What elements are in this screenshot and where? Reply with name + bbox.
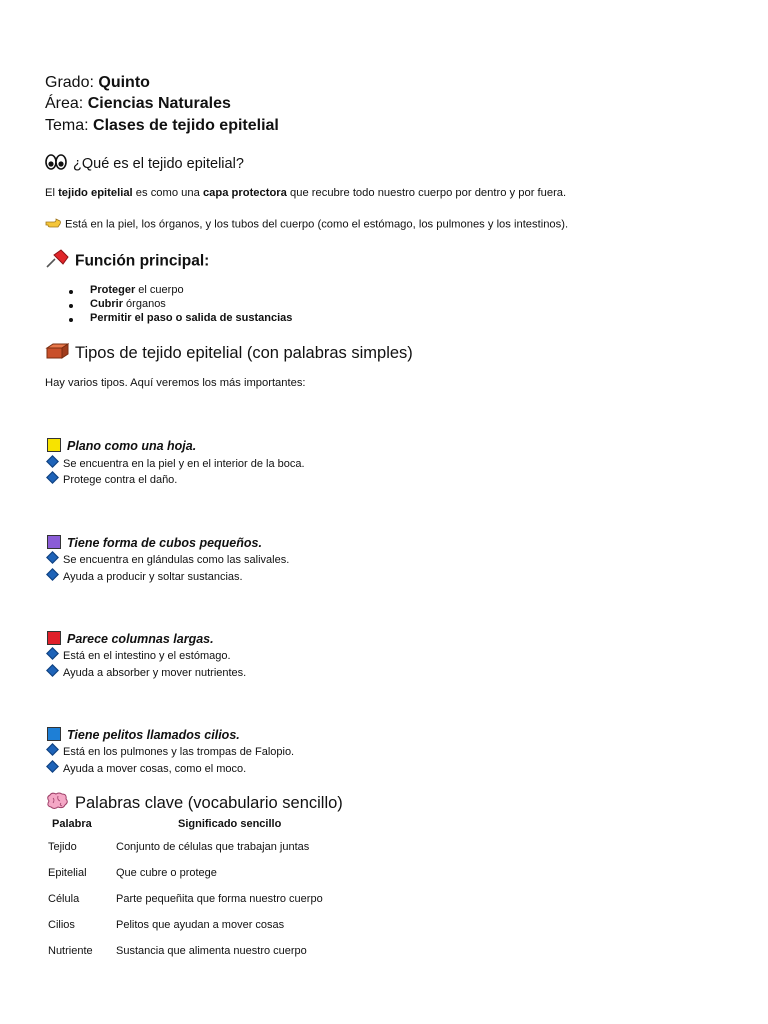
category-point bbox=[45, 745, 294, 758]
cell-palabra: Epitelial bbox=[48, 867, 87, 879]
blue-diamond-icon bbox=[46, 568, 59, 581]
category-point bbox=[45, 473, 177, 486]
category-columnas bbox=[47, 631, 214, 646]
item-bold: Permitir el paso o salida de sustancias bbox=[90, 312, 293, 324]
bullet-dot bbox=[69, 290, 73, 294]
category-title: Tiene forma de cubos pequeños. bbox=[67, 536, 262, 550]
category-point bbox=[45, 457, 305, 470]
pushpin-icon bbox=[45, 249, 69, 274]
red-square-icon bbox=[47, 631, 61, 645]
what-paragraph bbox=[45, 187, 566, 199]
list-item bbox=[90, 284, 184, 296]
category-point bbox=[45, 762, 246, 775]
area-line bbox=[45, 95, 231, 113]
types-intro: Hay varios tipos. Aquí veremos los más importantes: bbox=[45, 377, 306, 389]
list-item bbox=[90, 312, 292, 324]
blue-diamond-icon bbox=[46, 743, 59, 756]
category-plano bbox=[47, 438, 196, 453]
section-vocab-heading bbox=[45, 792, 343, 815]
yellow-square-icon bbox=[47, 438, 61, 452]
vocab-header-row bbox=[44, 814, 327, 834]
table-row bbox=[44, 886, 327, 912]
blue-diamond-icon bbox=[46, 471, 59, 484]
blue-diamond-icon bbox=[46, 760, 59, 773]
grado-line bbox=[45, 74, 150, 92]
point-text: Ayuda a absorber y mover nutrientes. bbox=[63, 667, 247, 679]
pointing-hand-icon bbox=[45, 217, 61, 232]
text-run: El bbox=[45, 187, 59, 199]
vocab-table bbox=[44, 814, 327, 964]
section-types-title: Tipos de tejido epitelial (con palabras simples) bbox=[75, 343, 413, 362]
term-tejido-epitelial: tejido epitelial bbox=[58, 187, 133, 199]
point-text: Protege contra el daño. bbox=[63, 474, 178, 486]
text-run: que recubre todo nuestro cuerpo por dentro y por fuera. bbox=[286, 187, 567, 199]
cell-significado: Sustancia que alimenta nuestro cuerpo bbox=[116, 945, 307, 957]
blue-diamond-icon bbox=[46, 664, 59, 677]
section-what-heading bbox=[45, 154, 244, 174]
table-row bbox=[44, 860, 327, 886]
point-text: Se encuentra en la piel y en el interior de la boca. bbox=[63, 458, 305, 470]
category-point bbox=[45, 570, 243, 583]
where-text: Está en la piel, los órganos, y los tubos del cuerpo (como el estómago, los pulmones y los intestinos). bbox=[65, 218, 569, 231]
point-text: Está en los pulmones y las trompas de Falopio. bbox=[63, 746, 295, 758]
category-title: Plano como una hoja. bbox=[67, 439, 197, 453]
cell-significado: Conjunto de células que trabajan juntas bbox=[116, 841, 310, 853]
point-text: Está en el intestino y el estómago. bbox=[63, 650, 231, 662]
item-bold: Proteger bbox=[90, 284, 136, 296]
category-cubos bbox=[47, 535, 262, 550]
tema-label: Tema: bbox=[45, 117, 89, 134]
cell-significado: Pelitos que ayudan a mover cosas bbox=[116, 919, 285, 931]
cell-palabra: Nutriente bbox=[48, 945, 93, 957]
col-header-significado: Significado sencillo bbox=[178, 818, 282, 830]
point-text: Se encuentra en glándulas como las salivales. bbox=[63, 554, 290, 566]
eyes-icon bbox=[45, 154, 67, 174]
point-text: Ayuda a mover cosas, como el moco. bbox=[63, 763, 247, 775]
bullet-dot bbox=[69, 318, 73, 322]
category-title: Parece columnas largas. bbox=[67, 632, 214, 646]
area-value: Ciencias Naturales bbox=[87, 95, 231, 112]
table-row bbox=[44, 834, 327, 860]
section-types-heading bbox=[45, 342, 413, 365]
brain-icon bbox=[45, 792, 69, 815]
section-what-title: ¿Qué es el tejido epitelial? bbox=[73, 155, 244, 172]
area-label: Área: bbox=[45, 95, 84, 112]
brick-icon bbox=[45, 342, 69, 365]
cell-palabra: Tejido bbox=[48, 841, 77, 853]
grado-label: Grado: bbox=[45, 74, 94, 91]
section-vocab-title: Palabras clave (vocabulario sencillo) bbox=[75, 793, 343, 812]
list-item bbox=[90, 298, 166, 310]
cell-palabra: Célula bbox=[48, 893, 80, 905]
blue-diamond-icon bbox=[46, 647, 59, 660]
table-row bbox=[44, 912, 327, 938]
section-function-heading bbox=[45, 249, 209, 274]
grado-value: Quinto bbox=[98, 74, 150, 91]
category-point bbox=[45, 649, 231, 662]
col-header-palabra: Palabra bbox=[52, 818, 92, 830]
item-bold: Cubrir bbox=[90, 298, 123, 310]
section-function-title: Función principal: bbox=[75, 252, 210, 270]
category-point bbox=[45, 553, 289, 566]
tema-value: Clases de tejido epitelial bbox=[93, 117, 279, 134]
blue-square-icon bbox=[47, 727, 61, 741]
bullet-dot bbox=[69, 304, 73, 308]
blue-diamond-icon bbox=[46, 551, 59, 564]
tema-line bbox=[45, 117, 279, 135]
purple-square-icon bbox=[47, 535, 61, 549]
blue-diamond-icon bbox=[46, 455, 59, 468]
where-paragraph bbox=[45, 217, 568, 232]
cell-palabra: Cilios bbox=[48, 919, 75, 931]
category-point bbox=[45, 666, 246, 679]
point-text: Ayuda a producir y soltar sustancias. bbox=[63, 571, 243, 583]
cell-significado: Parte pequeñita que forma nuestro cuerpo bbox=[116, 893, 323, 905]
text-run: es como una bbox=[132, 187, 203, 199]
item-rest: el cuerpo bbox=[135, 284, 184, 296]
table-row bbox=[44, 938, 327, 964]
category-title: Tiene pelitos llamados cilios. bbox=[67, 728, 240, 742]
cell-significado: Que cubre o protege bbox=[116, 867, 217, 879]
category-cilios bbox=[47, 727, 240, 742]
term-capa-protectora: capa protectora bbox=[202, 187, 287, 199]
item-rest: órganos bbox=[123, 298, 166, 310]
